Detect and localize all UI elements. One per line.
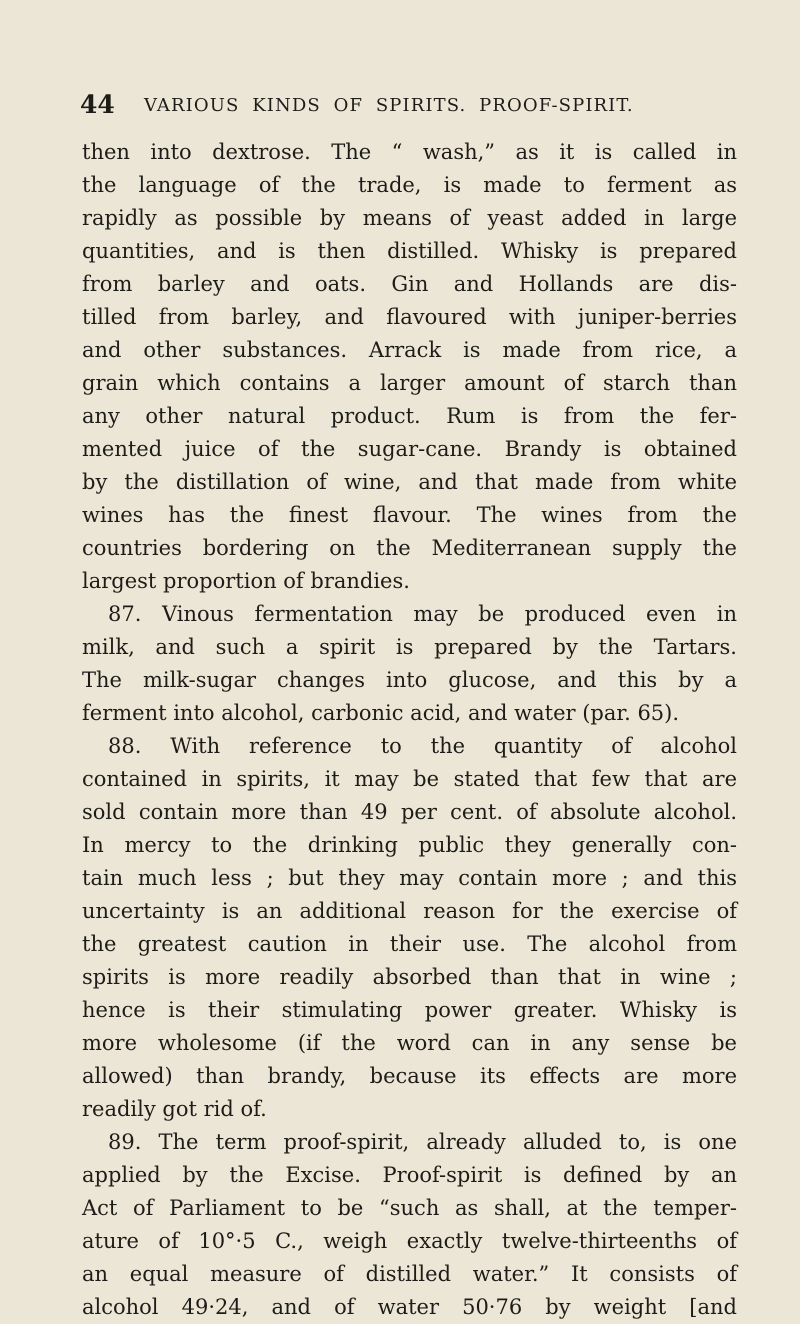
- body-text: [82, 136, 737, 1324]
- text-line: applied by the Excise. Proof-spirit is defined by an: [82, 1163, 737, 1187]
- text-line: from barley and oats. Gin and Hollands are dis-: [82, 272, 737, 296]
- text-line: an equal measure of distilled water.” It consists of: [82, 1262, 737, 1286]
- text-line: 89. The term proof-spirit, already alluded to, is one: [108, 1130, 737, 1154]
- text-line: more wholesome (if the word can in any sense be: [82, 1031, 737, 1055]
- text-line: In mercy to the drinking public they generally con-: [82, 833, 737, 857]
- page-header: [80, 90, 720, 120]
- text-line: hence is their stimulating power greater. Whisky is: [82, 998, 737, 1022]
- page-number: 44: [80, 90, 115, 119]
- text-line: the language of the trade, is made to ferment as: [82, 173, 737, 197]
- text-line: by the distillation of wine, and that made from white: [82, 470, 737, 494]
- text-line: mented juice of the sugar-cane. Brandy is obtained: [82, 437, 737, 461]
- text-line: The milk-sugar changes into glucose, and this by a: [82, 668, 737, 692]
- text-line: any other natural product. Rum is from the fer-: [82, 404, 737, 428]
- text-line: largest proportion of brandies.: [82, 569, 410, 593]
- text-line: milk, and such a spirit is prepared by the Tartars.: [82, 635, 737, 659]
- text-line: and other substances. Arrack is made from rice, a: [82, 338, 737, 362]
- text-line: tain much less ; but they may contain more ; and this: [82, 866, 737, 890]
- text-line: 88. With reference to the quantity of alcohol: [108, 734, 737, 758]
- text-line: Act of Parliament to be “such as shall, at the temper-: [82, 1196, 737, 1220]
- text-line: wines has the finest flavour. The wines from the: [82, 503, 737, 527]
- text-line: alcohol 49·24, and of water 50·76 by weight [and: [82, 1295, 737, 1319]
- text-line: tilled from barley, and flavoured with juniper-berries: [82, 305, 737, 329]
- text-line: then into dextrose. The “ wash,” as it is called in: [82, 140, 737, 164]
- text-line: ature of 10°·5 C., weigh exactly twelve-thirteenths of: [82, 1229, 737, 1253]
- text-line: countries bordering on the Mediterranean supply the: [82, 536, 737, 560]
- text-line: sold contain more than 49 per cent. of absolute alcohol.: [82, 800, 737, 824]
- text-line: contained in spirits, it may be stated that few that are: [82, 767, 737, 791]
- text-line: spirits is more readily absorbed than that in wine ;: [82, 965, 737, 989]
- text-line: quantities, and is then distilled. Whisky is prepared: [82, 239, 737, 263]
- text-line: allowed) than brandy, because its effects are more: [82, 1064, 737, 1088]
- text-line: readily got rid of.: [82, 1097, 267, 1121]
- text-line: 87. Vinous fermentation may be produced even in: [108, 602, 737, 626]
- text-line: ferment into alcohol, carbonic acid, and water (par. 65).: [82, 701, 680, 725]
- text-line: rapidly as possible by means of yeast added in large: [82, 206, 737, 230]
- text-line: grain which contains a larger amount of starch than: [82, 371, 737, 395]
- text-line: uncertainty is an additional reason for the exercise of: [82, 899, 737, 923]
- running-title: VARIOUS KINDS OF SPIRITS. PROOF-SPIRIT.: [144, 95, 634, 116]
- text-line: the greatest caution in their use. The alcohol from: [82, 932, 737, 956]
